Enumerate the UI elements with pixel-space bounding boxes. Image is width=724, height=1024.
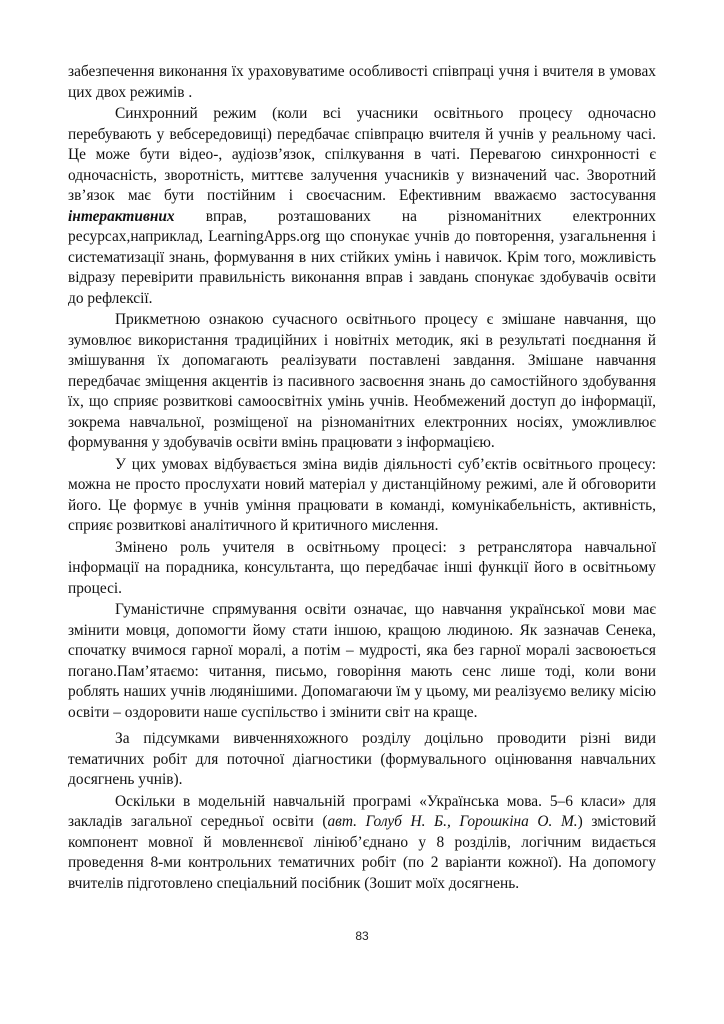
document-body	[68, 62, 656, 894]
page-number: 83	[355, 929, 369, 943]
paragraph	[68, 104, 656, 309]
paragraph-text: Гуманістичне спрямування освіти означає, що навчання української мови має змінити мовця, допомогти йому стати іншою, кращою людиною. Як зазначав Сенека, спочатку вчимося гарної моралі, а потім – мудрості, яка без гарної моралі засвоюється погано.Пам’ятаємо: читання, письмо, говоріння мають сенс лише тоді, коли вони роблять наших учнів людянішими. Допомагаючи їм у цьому, ми реалізуємо велику місію освіти – оздоровити наше суспільство і змінити світ на краще.	[68, 601, 656, 721]
emphasis-text: інтерактивних	[68, 207, 175, 225]
paragraph-text: Синхронний режим (коли всі учасники освітнього процесу одночасно перебувають у вебсередовищі) передбачає співпрацю вчителя й учнів у реальному часі. Це може бути відео-, аудіозв’язок, спілкування в чаті. Перевагою синхронності є одночасність, зворотність, миттєве залучення учасників у визначений час. Зворотний зв’язок має бути постійним і своєчасним. Ефективним вважаємо застосування	[68, 105, 656, 204]
paragraph-text: Прикметною ознакою сучасного освітнього процесу є змішане навчання, що зумовлює використання традиційних і новітніх методик, які в результаті поєднання й змішування їх допомагають реалізувати поставлені завдання. Змішане навчання передбачає зміщення акцентів із пасивного засвоєння знань до самостійного здобування їх, що сприяє розвиткові самоосвітніх умінь учнів. Необмежений доступ до інформації, зокрема навчальної, розміщеної на різноманітних електронних носіях, уможливлює формування у здобувачів освіти вмінь працювати з інформацією.	[68, 311, 656, 451]
paragraph-text: вправ, розташованих на різноманітних електронних ресурсах,наприклад, LearningApps.org що спонукає учнів до повторення, узагальнення і систематизації знань, формування в них стійких умінь і навичок. Крім того, можливість відразу перевірити правильність виконання вправ і завдань спонукає здобувачів освіти до рефлексії.	[68, 207, 656, 307]
paragraph-text: За підсумками вивченняхожного розділу доцільно проводити різні види тематичних робіт для поточної діагностики (формувального оцінювання навчальних досягнень учнів).	[68, 730, 656, 788]
citation-text: авт. Голуб Н. Б., Горошкіна О. М.	[327, 813, 578, 830]
paragraph	[68, 455, 656, 537]
paragraph-text: Оскільки в модельній навчальній програмі «Українська мова. 5–6 класи» для закладів загальної середньої освіти (	[68, 792, 656, 830]
paragraph	[68, 62, 656, 103]
paragraph-text: ) змістовий компонент мовної й мовленнєвої лініюб’єднано у 8 розділів, логічним видається проведення 8-ми контрольних тематичних робіт (по 2 варіанти кожної). На допомогу вчителів підготовлено спеціальний посібник (Зошит моїх досягнень.	[68, 813, 656, 892]
paragraph	[68, 729, 656, 791]
paragraph	[68, 600, 656, 723]
paragraph-text: У цих умовах відбувається зміна видів діяльності суб’єктів освітнього процесу: можна не просто прослухати новий матеріал у дистанційному режимі, але й обговорити його. Це формує в учнів уміння працювати в команді, комунікабельність, активність, сприяє розвиткові аналітичного й критичного мислення.	[68, 455, 656, 534]
paragraph-text: забезпечення виконання їх ураховуватиме особливості співпраці учня і вчителя в умовах цих двох режимів .	[68, 63, 656, 101]
strong-emphasis	[68, 208, 175, 225]
paragraph	[68, 538, 656, 600]
paragraph-text: Змінено роль учителя в освітньому процесі: з ретранслятора навчальної інформації на порадника, консультанта, що передбачає інші функції його в освітньому процесі.	[68, 538, 656, 597]
paragraph	[68, 792, 656, 895]
paragraph	[68, 310, 656, 454]
